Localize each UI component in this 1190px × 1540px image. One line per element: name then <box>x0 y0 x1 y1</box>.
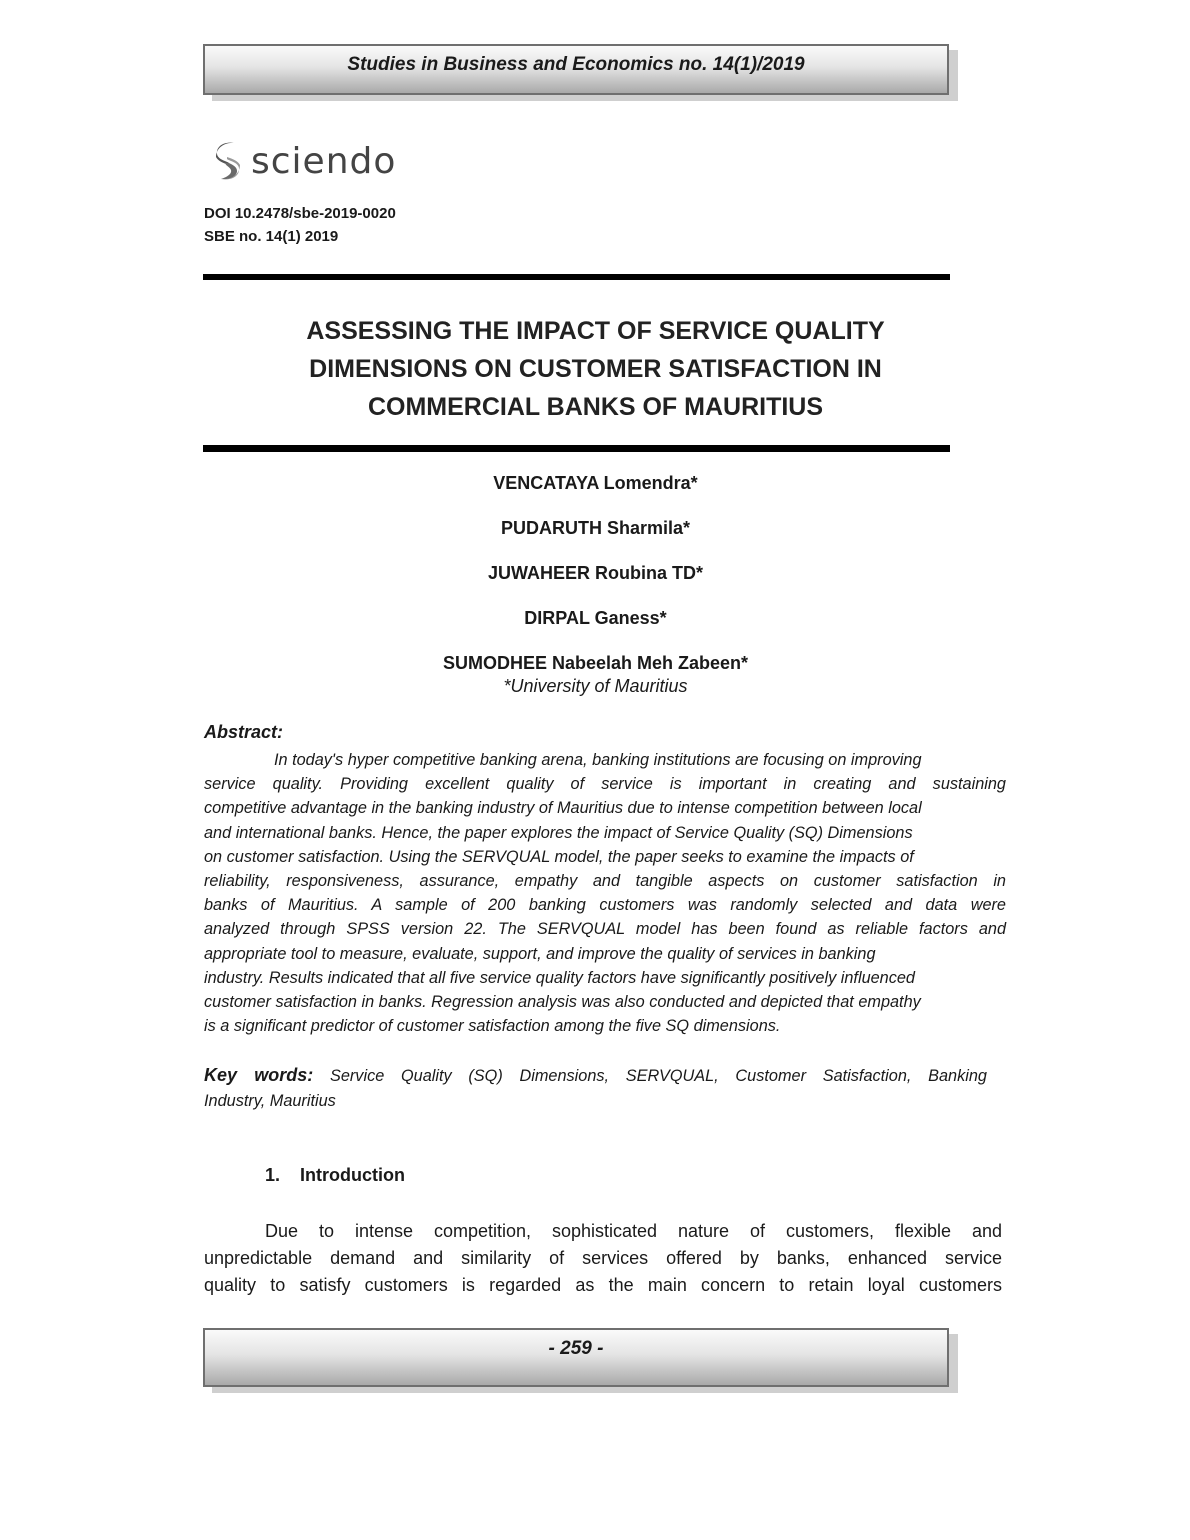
body-text <box>204 1218 1002 1299</box>
abstract-line: service quality. Providing excellent quality of service is important in creating and sustaining <box>204 775 1006 794</box>
sciendo-logo <box>213 138 396 184</box>
page-footer-banner <box>203 1328 949 1387</box>
sciendo-wordmark: sciendo <box>251 140 397 182</box>
author: JUWAHEER Roubina TD* <box>487 563 703 583</box>
sciendo-s-icon <box>213 139 243 183</box>
body-line: unpredictable demand and similarity of services offered by banks, enhanced service <box>204 1248 1002 1268</box>
author: DIRPAL Ganess* <box>524 608 667 628</box>
body-line: Due to intense competition, sophisticated nature of customers, flexible and <box>265 1221 1002 1241</box>
paper-title <box>203 312 988 426</box>
keywords-text-cont: Industry, Mauritius <box>204 1092 336 1110</box>
author: VENCATAYA Lomendra* <box>493 473 698 493</box>
journal-title: Studies in Business and Economics no. 14(1)/2019 <box>347 54 805 75</box>
section-title: Introduction <box>300 1165 405 1185</box>
abstract-heading: Abstract: <box>204 722 284 742</box>
abstract-line: reliability, responsiveness, assurance, empathy and tangible aspects on customer satisfaction in <box>204 872 1006 891</box>
abstract-text <box>204 748 1006 1038</box>
abstract-line: and international banks. Hence, the paper explores the impact of Service Quality (SQ) Dimensions <box>204 823 913 842</box>
abstract-line: banks of Mauritius. A sample of 200 banking customers was randomly selected and data were <box>204 896 1006 915</box>
abstract-line: industry. Results indicated that all five service quality factors have significantly positively influenced <box>204 968 915 987</box>
page-number: - 259 - <box>548 1338 604 1359</box>
section-number: 1. <box>265 1165 281 1185</box>
author-list <box>203 470 988 698</box>
keywords-label: Key words: <box>204 1065 314 1085</box>
author: PUDARUTH Sharmila* <box>500 518 691 538</box>
title-line: DIMENSIONS ON CUSTOMER SATISFACTION IN <box>309 355 882 383</box>
abstract-line: competitive advantage in the banking industry of Mauritius due to intense competition between local <box>204 799 922 818</box>
title-line: ASSESSING THE IMPACT OF SERVICE QUALITY <box>306 317 885 345</box>
title-top-rule <box>203 274 950 280</box>
abstract-line: appropriate tool to measure, evaluate, support, and improve the quality of services in banking <box>204 944 876 963</box>
title-bottom-rule <box>203 445 950 452</box>
abstract-line: In today's hyper competitive banking arena, banking institutions are focusing on improving <box>274 751 922 769</box>
affiliation: *University of Mauritius <box>503 676 688 696</box>
abstract-line: is a significant predictor of customer satisfaction among the five SQ dimensions. <box>204 1017 781 1036</box>
article-meta <box>204 202 396 248</box>
abstract-line: on customer satisfaction. Using the SERVQUAL model, the paper seeks to examine the impacts of <box>204 847 914 866</box>
author: SUMODHEE Nabeelah Meh Zabeen* <box>442 653 749 673</box>
abstract-line: analyzed through SPSS version 22. The SERVQUAL model has been found as reliable factors and <box>204 920 1006 939</box>
title-line: COMMERCIAL BANKS OF MAURITIUS <box>367 393 824 421</box>
doi: DOI 10.2478/sbe-2019-0020 <box>204 205 396 222</box>
journal-header-banner <box>203 44 949 95</box>
keywords-text: Service Quality (SQ) Dimensions, SERVQUAL, Customer Satisfaction, Banking <box>329 1067 987 1085</box>
abstract-line: customer satisfaction in banks. Regression analysis was also conducted and depicted that empathy <box>204 993 921 1012</box>
section-heading <box>265 1165 405 1186</box>
body-line: quality to satisfy customers is regarded as the main concern to retain loyal customers <box>204 1275 1002 1295</box>
keywords-line <box>204 1063 987 1089</box>
keywords <box>204 1063 987 1114</box>
sbe-issue: SBE no. 14(1) 2019 <box>204 228 339 245</box>
